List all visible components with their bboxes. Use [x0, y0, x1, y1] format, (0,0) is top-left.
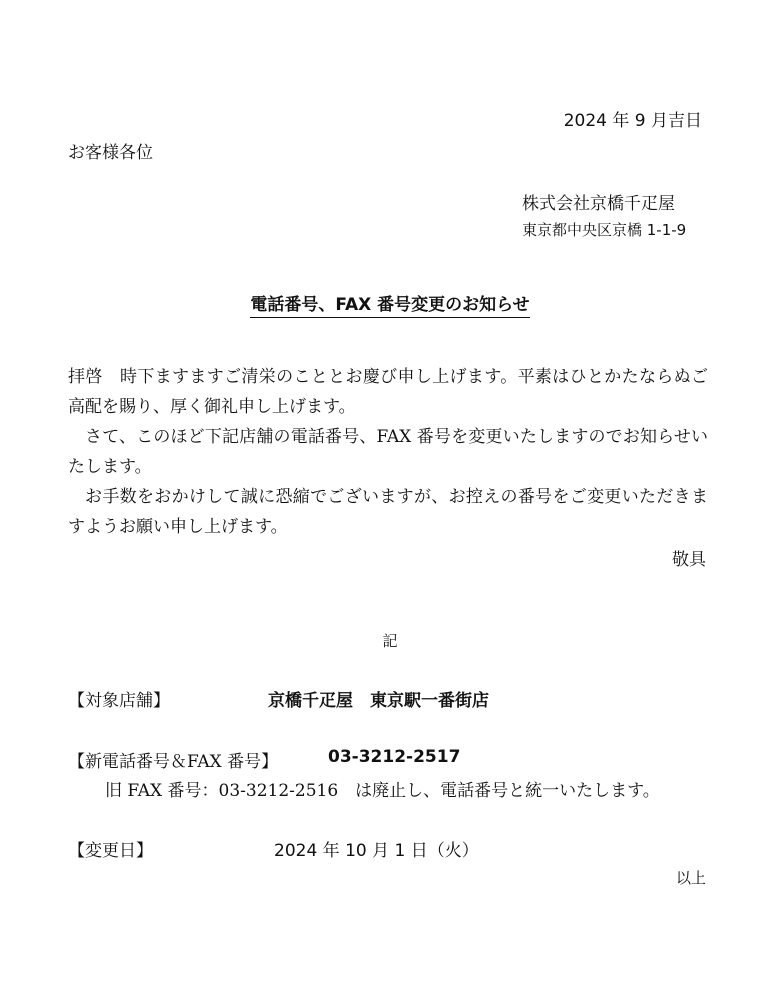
document-date: 2024 年 9 月吉日: [563, 111, 702, 131]
closing-ijou: 以上: [675, 869, 706, 887]
store-value: 京橋千疋屋 東京駅一番街店: [268, 691, 489, 711]
company-name: 株式会社京橋千疋屋: [522, 194, 675, 214]
document-title-text: 電話番号、FAX 番号変更のお知らせ: [250, 295, 529, 318]
change-date-label: 【変更日】: [68, 841, 153, 861]
body-paragraph-greeting: 拝啓 時下ますますご清栄のこととお慶び申し上げます。平素はひとかたならぬご高配を賜り、厚く御礼申し上げます。: [68, 367, 708, 417]
store-label: 【対象店舗】: [68, 691, 170, 711]
document-title: [0, 290, 780, 315]
phone-label: 【新電話番号＆FAX 番号】: [68, 752, 279, 772]
recipient: お客様各位: [68, 143, 153, 163]
letter-body: [68, 362, 708, 542]
body-paragraph-request: お手数をおかけして誠に恐縮でございますが、お控えの番号をご変更いただきますようお願い申し上げます。: [68, 487, 708, 537]
change-date-value: 2024 年 10 月 1 日（火）: [274, 841, 479, 861]
old-fax-note: 旧 FAX 番号：03-3212-2516 は廃止し、電話番号と統一いたします。: [105, 781, 660, 801]
company-address: 東京都中央区京橋 1-1-9: [522, 221, 687, 239]
body-paragraph-notice: さて、このほど下記店舗の電話番号、FAX 番号を変更いたしますのでお知らせいたします。: [68, 427, 708, 477]
closing-keigu: 敬具: [672, 550, 706, 570]
phone-value: 03-3212-2517: [328, 747, 461, 767]
ki-marker: 記: [382, 632, 398, 650]
